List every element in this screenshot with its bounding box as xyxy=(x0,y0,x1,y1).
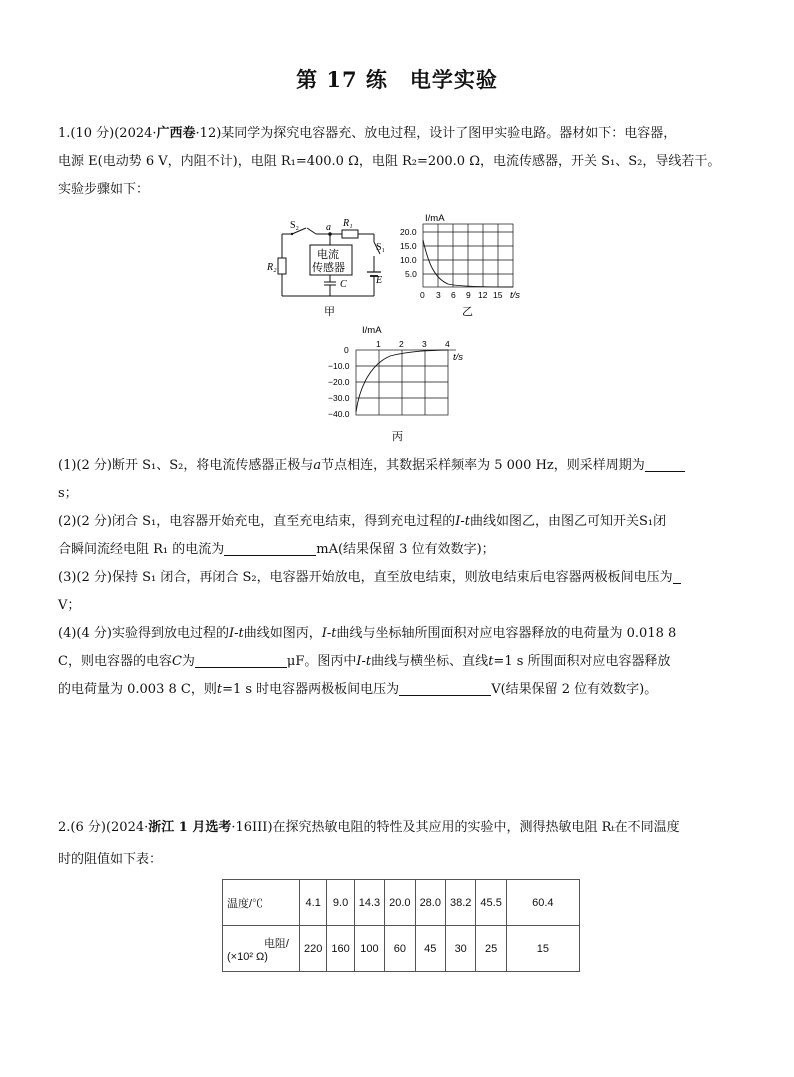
table-cell: 15 xyxy=(506,926,579,972)
bing-ytick: −40.0 xyxy=(328,409,350,419)
resistance-unit: (×10² Ω) xyxy=(227,950,268,963)
bing-ytick: −30.0 xyxy=(328,393,350,403)
table-row xyxy=(223,926,580,972)
resistor-r2 xyxy=(278,258,286,274)
var-it: I-t xyxy=(321,626,337,641)
caption-yi: 乙 xyxy=(462,306,473,318)
label-a: a xyxy=(326,222,331,233)
q1-line-1 xyxy=(58,120,748,148)
table-cell: 20.0 xyxy=(385,880,415,926)
resistor-r1 xyxy=(342,230,358,238)
sub2-text-c: 合瞬间流经电阻 R₁ 的电流为 xyxy=(58,542,225,557)
var-t: t xyxy=(488,654,494,669)
sub2-text-d: mA(结果保留 3 位有效数字)； xyxy=(316,542,495,557)
bing-ytick: −10.0 xyxy=(328,361,350,371)
question-score: (10 分) xyxy=(70,126,115,141)
sub1-text-c: s； xyxy=(58,486,78,501)
yi-xtick: 12 xyxy=(478,290,488,300)
answer-blank-4[interactable] xyxy=(195,651,287,668)
yi-ytick: 5.0 xyxy=(405,269,417,279)
yi-xtick: 9 xyxy=(466,290,471,300)
bing-xtick: 1 xyxy=(376,339,381,349)
sub4-text-i: 的电荷量为 0.003 8 C，则 xyxy=(58,682,217,697)
table-cell: 220 xyxy=(300,926,327,972)
bing-ytick: −20.0 xyxy=(328,377,350,387)
answer-blank-5[interactable] xyxy=(399,679,491,696)
label-c: C xyxy=(340,279,347,290)
sensor-label-2: 传感器 xyxy=(312,262,345,274)
source-suffix: ·12) xyxy=(195,126,222,141)
page-title: 第 17 练 电学实验 xyxy=(296,67,498,92)
resistance-label: 电阻/ xyxy=(263,937,289,950)
yi-ytick: 10.0 xyxy=(400,255,417,265)
figure-yi-charging-curve xyxy=(398,212,538,322)
q1-intro: 某同学为探究电容器充、放电过程，设计了图甲实验电路。器材如下：电容器， xyxy=(221,126,677,141)
sub4-text-f: μF。图丙中 xyxy=(286,654,357,669)
thermistor-table xyxy=(222,879,580,972)
sub1-text-a: (1)(2 分)断开 S₁、S₂，将电流传感器正极与 xyxy=(58,458,314,473)
answer-blank-1[interactable] xyxy=(645,455,685,472)
bing-grid xyxy=(356,350,448,415)
table-header-temperature: 温度/℃ xyxy=(223,880,300,926)
var-it: I-t xyxy=(228,626,244,641)
sub4-text-a: (4)(4 分)实验得到放电过程的 xyxy=(58,626,229,641)
figure-bing-discharging-curve xyxy=(320,324,470,446)
table-cell: 45 xyxy=(415,926,445,972)
sub4-text-k: V(结果保留 2 位有效数字)。 xyxy=(491,682,658,697)
yi-xtick: 0 xyxy=(420,290,425,300)
label-s1: S₁ xyxy=(376,242,386,253)
sub1-text-b: 节点相连，其数据采样频率为 5 000 Hz，则采样周期为 xyxy=(321,458,645,473)
var-c: C xyxy=(171,654,182,669)
question-1-stem xyxy=(58,120,748,204)
table-cell: 160 xyxy=(327,926,354,972)
yi-grid xyxy=(423,224,513,287)
q2-source-prefix: 2.(6 分)(2024· xyxy=(58,820,149,835)
sensor-label-1: 电流 xyxy=(317,249,339,261)
sub3-text-a: (3)(2 分)保持 S₁ 闭合，再闭合 S₂，电容器开始放电，直至放电结束，则放电结束后电容器两极板间电压为 xyxy=(58,570,673,585)
answer-blank-3[interactable] xyxy=(673,567,681,584)
sub4-text-b: 曲线如图丙， xyxy=(243,626,322,641)
yi-xtick: 6 xyxy=(451,290,456,300)
label-e: E xyxy=(376,275,383,286)
bing-xtick: 2 xyxy=(399,339,404,349)
caption-jia: 甲 xyxy=(324,306,335,318)
table-cell: 45.5 xyxy=(476,880,506,926)
table-cell: 4.1 xyxy=(300,880,327,926)
sub-question-3 xyxy=(58,564,748,620)
q2-source-exam: 浙江 1 月选考 xyxy=(148,820,232,835)
sub-question-4 xyxy=(58,620,748,704)
sub4-text-c: 曲线与坐标轴所围面积对应电容器释放的电荷量为 0.018 8 xyxy=(336,626,677,641)
var-t: t xyxy=(216,682,223,697)
question-2-stem xyxy=(58,814,748,874)
sub4-text-g: 曲线与横坐标、直线 xyxy=(371,654,489,669)
table-cell: 25 xyxy=(476,926,506,972)
table-cell: 60 xyxy=(385,926,415,972)
table-cell: 28.0 xyxy=(415,880,445,926)
source-exam: 广西卷 xyxy=(156,126,196,141)
sub3-text-b: V； xyxy=(58,598,81,613)
label-s2: S₂ xyxy=(290,220,300,231)
label-r2: R₂ xyxy=(267,262,277,273)
sub2-text-a: (2)(2 分)闭合 S₁，电容器开始充电，直至充电结束，得到充电过程的 xyxy=(58,514,456,529)
bing-xlabel: t/s xyxy=(453,352,464,363)
table-cell: 60.4 xyxy=(506,880,579,926)
answer-blank-2[interactable] xyxy=(224,539,316,556)
bing-xtick: 4 xyxy=(445,339,450,349)
yi-xlabel: t/s xyxy=(510,290,521,301)
caption-bing: 丙 xyxy=(392,431,403,443)
table-cell: 100 xyxy=(354,926,384,972)
bing-ylabel: I/mA xyxy=(362,325,382,336)
sub4-text-h: =1 s 所围面积对应电容器释放 xyxy=(493,654,671,669)
yi-ytick: 20.0 xyxy=(400,227,417,237)
q1-line-3: 实验步骤如下： xyxy=(58,182,150,197)
table-cell: 38.2 xyxy=(445,880,475,926)
q2-line-1 xyxy=(58,814,748,842)
var-it: I-t xyxy=(455,514,470,529)
table-row xyxy=(223,880,580,926)
yi-xtick: 3 xyxy=(436,290,441,300)
question-number: 1. xyxy=(58,126,71,141)
yi-ytick: 15.0 xyxy=(400,241,417,251)
table-cell: 14.3 xyxy=(354,880,384,926)
sub4-text-e: 为 xyxy=(181,654,195,669)
bing-ytick: 0 xyxy=(344,345,349,355)
yi-ylabel: I/mA xyxy=(425,213,445,224)
figure-jia-circuit xyxy=(262,216,398,320)
label-r1: R₁ xyxy=(343,218,353,229)
q2-intro: ·16III)在探究热敏电阻的特性及其应用的实验中，测得热敏电阻 Rₜ在不同温度 xyxy=(231,820,680,835)
yi-xtick: 15 xyxy=(493,290,503,300)
q1-line-2: 电源 E(电动势 6 V，内阻不计)，电阻 R₁=400.0 Ω，电阻 R₂=200.0 Ω，电流传感器，开关 S₁、S₂，导线若干。 xyxy=(58,154,721,169)
sub-question-1 xyxy=(58,452,748,508)
bing-xtick: 3 xyxy=(422,339,427,349)
sub4-text-j: =1 s 时电容器两极板间电压为 xyxy=(222,682,400,697)
table-header-resistance xyxy=(223,926,300,972)
q2-line-2: 时的阻值如下表： xyxy=(58,852,163,867)
table-cell: 9.0 xyxy=(327,880,354,926)
sub-question-2 xyxy=(58,508,748,564)
sub2-text-b: 曲线如图乙，由图乙可知开关S₁闭 xyxy=(469,514,667,529)
var-it: I-t xyxy=(356,654,372,669)
table-cell: 30 xyxy=(445,926,475,972)
source-prefix: (2024· xyxy=(114,126,157,141)
var-a: a xyxy=(313,458,322,473)
sub4-text-d: C，则电容器的电容 xyxy=(58,654,172,669)
